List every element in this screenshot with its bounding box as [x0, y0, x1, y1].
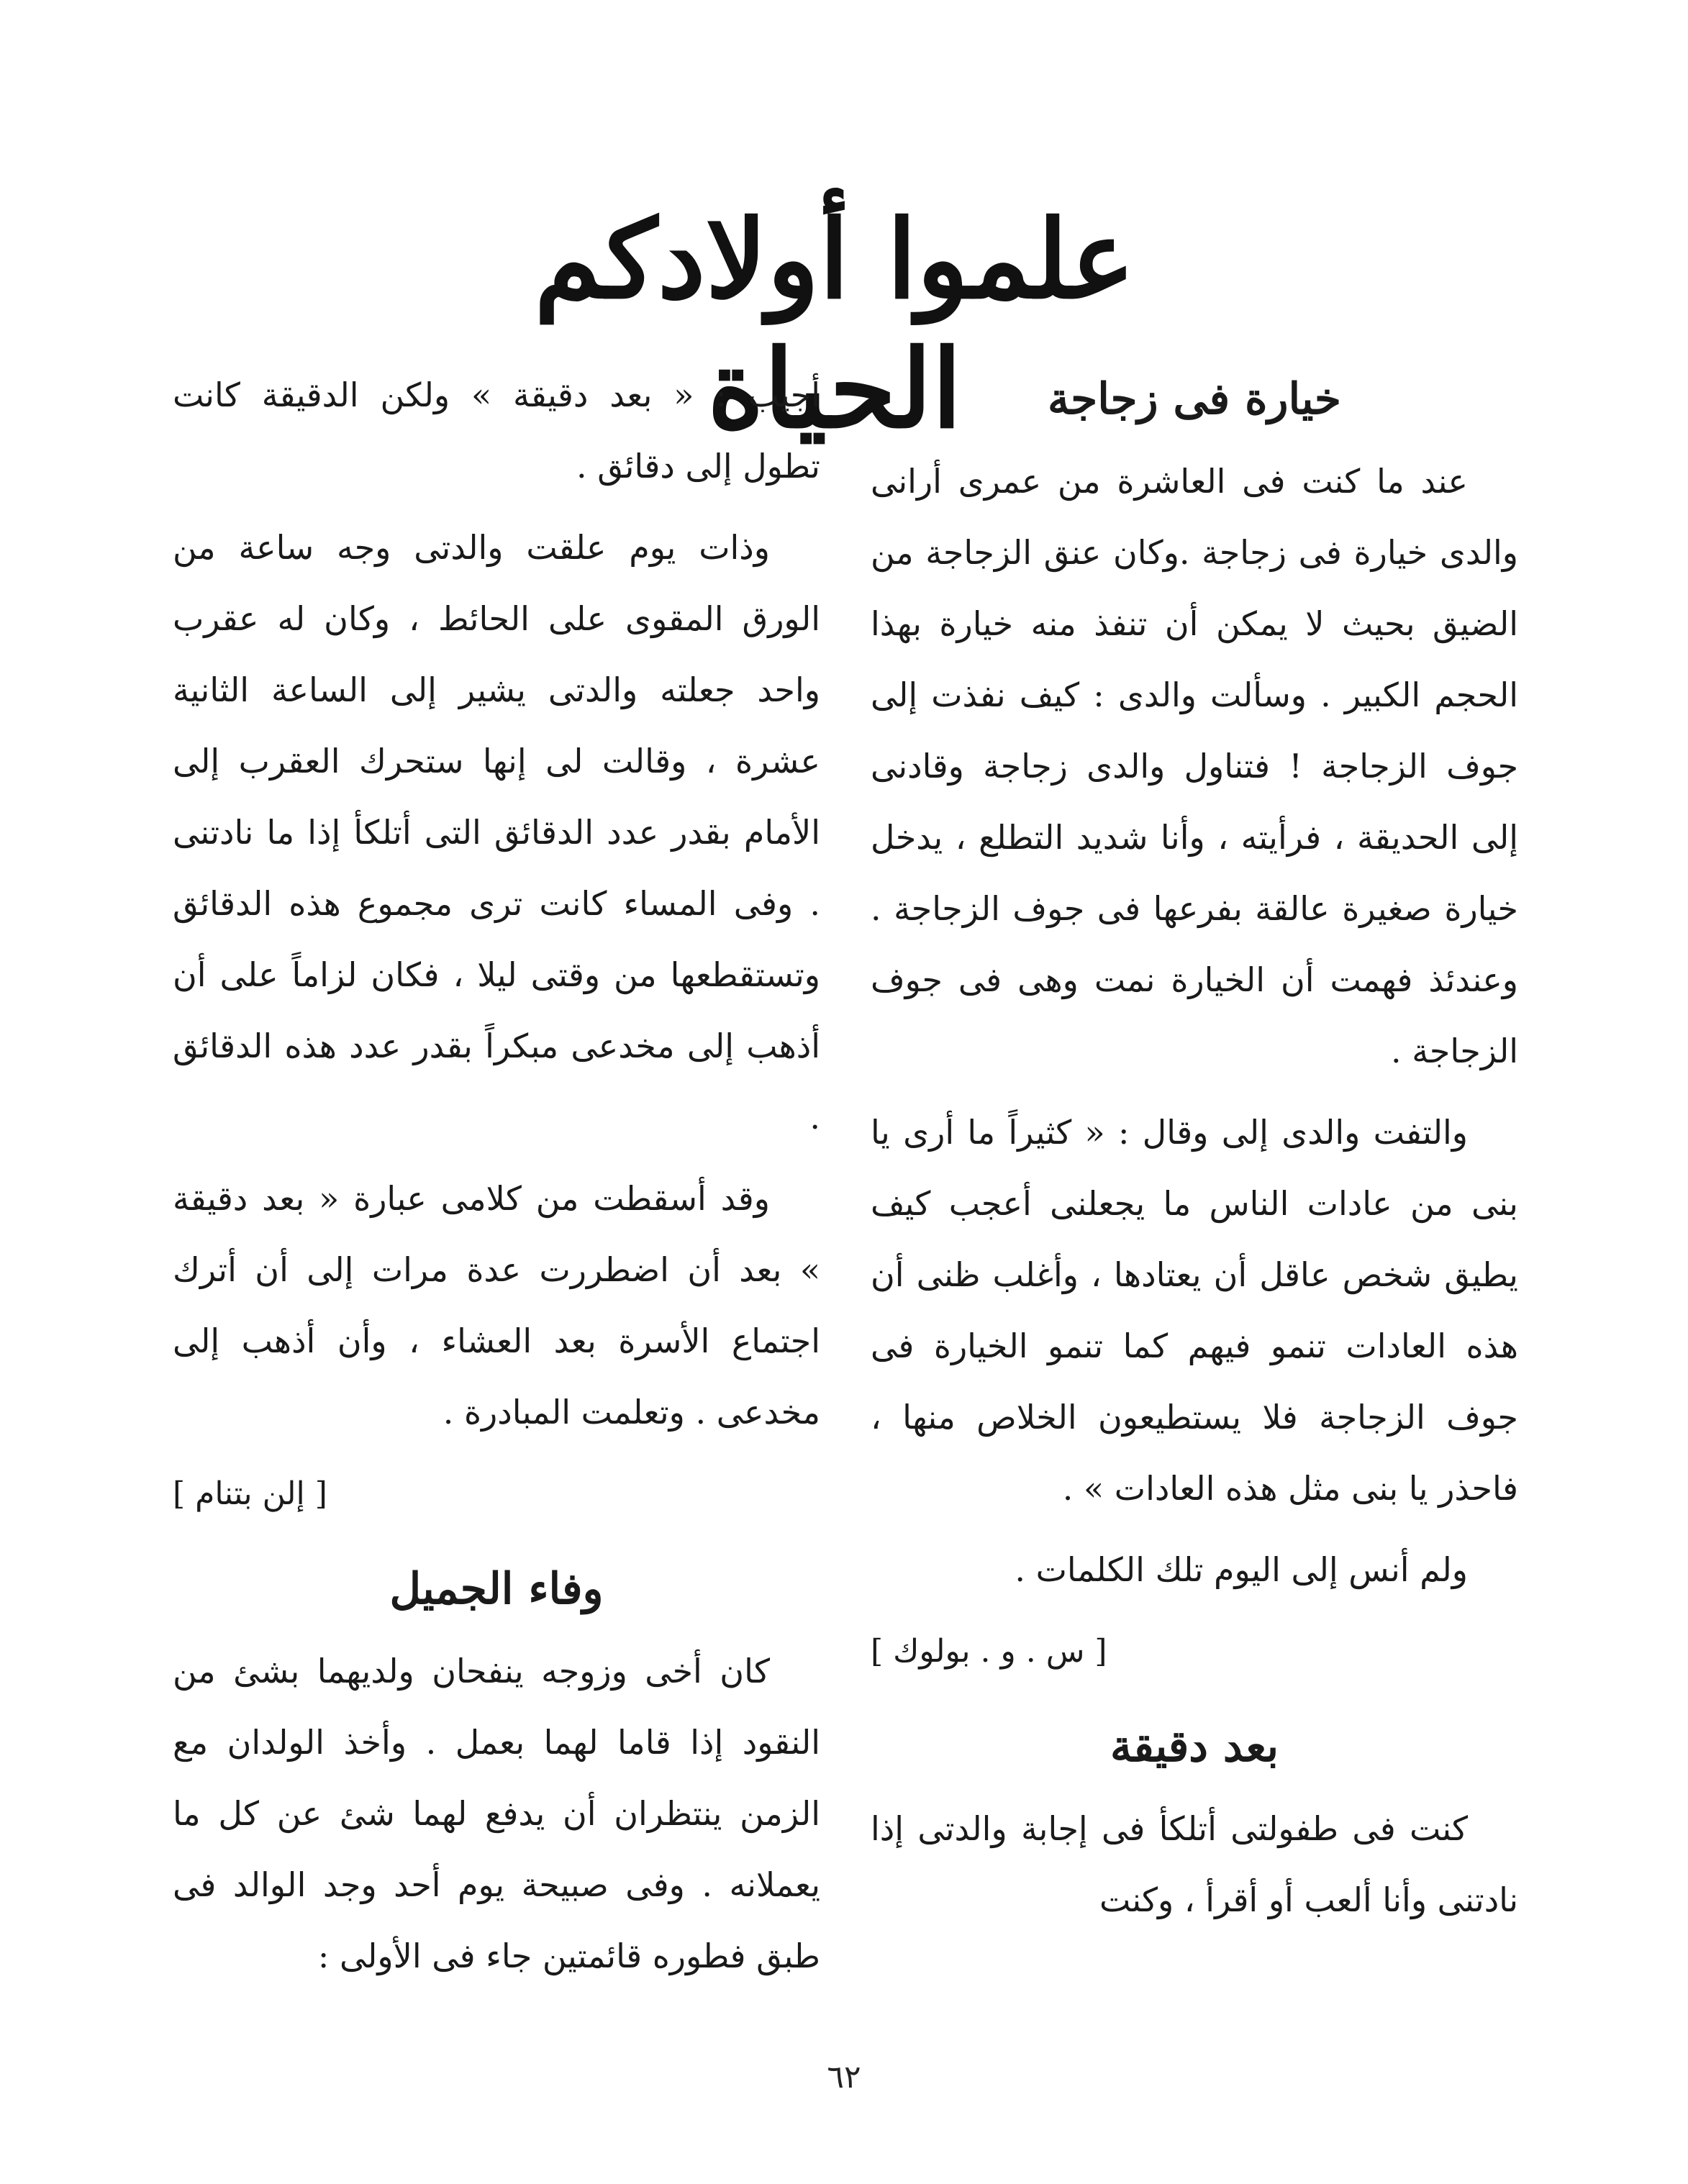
left-column	[173, 360, 820, 2002]
paragraph: أجيب : « بعد دقيقة » ولكن الدقيقة كانت تطول إلى دقائق .	[173, 376, 820, 486]
paragraph: وقد أسقطت من كلامى عبارة « بعد دقيقة » بعد أن اضطررت عدة مرات إلى أن أترك اجتماع الأسرة بعد العشاء ، وأن أذهب إلى مخدعى . وتعلمت المبادرة .	[173, 1179, 820, 1432]
page-number: ٦٢	[827, 2059, 861, 2096]
paragraph: عند ما كنت فى العاشرة من عمرى أرانى والدى خيارة فى زجاجة .وكان عنق الزجاجة من الضيق بحيث لا يمكن أن تنفذ منه خيارة بهذا الحجم الكبير . وسألت والدى : كيف نفذت إلى جوف الزجاجة ! فتناول والدى زجاجة وقادنى إلى الحديقة ، فرأيته ، وأنا شديد التطلع ، يدخل خيارة صغيرة عالقة بفرعها فى جوف الزجاجة . وعندئذ فهمت أن الخيارة نمت وهى فى جوف الزجاجة .	[871, 462, 1518, 1070]
paragraph: وذات يوم علقت والدتى وجه ساعة من الورق المقوى على الحائط ، وكان له عقرب واحد جعلته والدتى يشير إلى الساعة الثانية عشرة ، وقالت لى إنها ستحرك العقرب إلى الأمام بقدر عدد الدقائق التى أتلكأ إذا ما نادتنى . وفى المساء كانت ترى مجموع هذه الدقائق وتستقطعها من وقتى ليلا ، فكان لزاماً على أن أذهب إلى مخدعى مبكراً بقدر عدد هذه الدقائق .	[173, 528, 820, 1137]
author-signature: [ إلن بتنام ]	[173, 1475, 327, 1512]
paragraph: ولم أنس إلى اليوم تلك الكلمات .	[1015, 1550, 1468, 1589]
section-title-cucumber: خيارة فى زجاجة	[1048, 374, 1341, 424]
section-title-gratitude: وفاء الجميل	[389, 1564, 604, 1614]
section-title-one-minute: بعد دقيقة	[1110, 1721, 1279, 1772]
page-title: علموا أولادكم الحياة	[534, 196, 1135, 452]
right-column	[871, 360, 1518, 1946]
paragraph: كنت فى طفولتى أتلكأ فى إجابة والدتى إذا نادتنى وأنا ألعب أو أقرأ ، وكنت	[871, 1809, 1518, 1919]
paragraph: كان أخى وزوجه ينفحان ولديهما بشئ من النقود إذا قاما لهما بعمل . وأخذ الولدان مع الزمن ينتظران أن يدفع لهما شئ عن كل ما يعملانه . وفى صبيحة يوم أحد وجد الوالد فى طبق فطوره قائمتين جاء فى الأولى :	[173, 1652, 820, 1975]
author-signature: [ س . و . بولوك ]	[871, 1633, 1107, 1670]
paragraph: والتفت والدى إلى وقال : « كثيراً ما أرى يا بنى من عادات الناس ما يجعلنى أعجب كيف يطيق شخص عاقل أن يعتادها ، وأغلب ظنى أن هذه العادات تنمو فيهم كما تنمو الخيارة فى جوف الزجاجة فلا يستطيعون الخلاص منها ، فاحذر يا بنى مثل هذه العادات » .	[871, 1113, 1518, 1508]
